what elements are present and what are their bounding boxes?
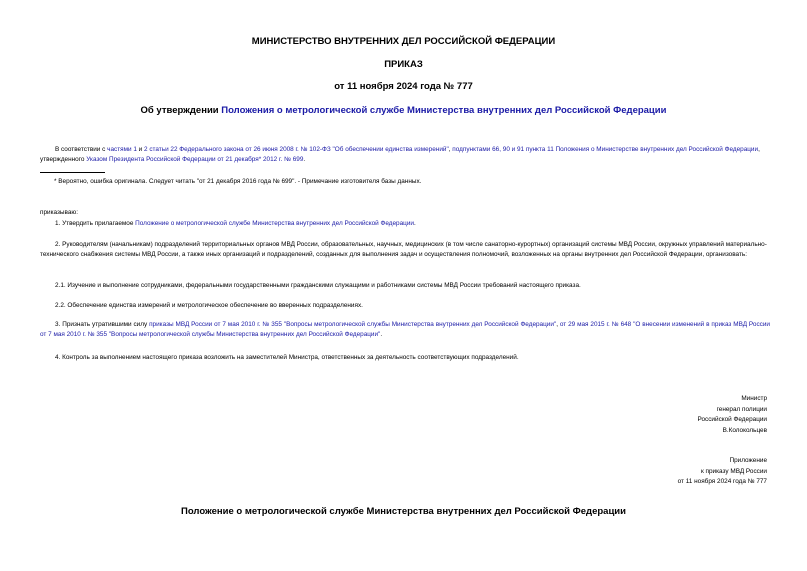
link-part-1[interactable]: частями 1 [107,146,137,153]
appendix-title: Положение о метрологической службе Министерства внутренних дел Российской Федерации [181,506,626,517]
item-3-text: 3. Признать утратившими силу [55,321,150,328]
preamble-text: и [136,146,145,153]
item-3-text: . [380,331,383,338]
item-1-text: 1. Утвердить прилагаемое [55,220,136,227]
preamble-text: . [303,156,306,163]
signature-rank: генерал полиции [716,405,767,413]
link-presidential-decree[interactable]: Указом Президента Российской Федерации от 21 декабря* 2012 г. № 699 [86,156,304,163]
footnote: * Вероятно, ошибка оригинала. Следует читать "от 21 декабря 2016 года № 699". - Примечание изготовителя базы данных. [54,178,422,185]
order-title [0,105,807,116]
link-order-355[interactable]: приказы МВД России от 7 мая 2010 г. № 355 "Вопросы метрологической службы Министерства внутренних дел Российской Федерации" [149,321,557,328]
signature-position: Министр [741,395,767,402]
item-2-1: 2.1. Изучение и выполнение сотрудниками, федеральными государственными гражданскими служащими и работниками системы МВД России требований настоящего приказа. [55,282,581,289]
appendix-label: Приложение [729,457,767,464]
appendix-reference: к приказу МВД России [700,467,767,475]
preamble-text: В соответствии с [55,146,108,153]
link-appendix-regulation[interactable]: Положение о метрологической службе Министерства внутренних дел Российской Федерации [135,220,414,227]
order-title-link[interactable]: Положения о метрологической службе Министерства внутренних дел Российской Федерации [221,105,667,116]
signature-country: Российской Федерации [697,416,767,423]
item-3-text: , [556,321,560,328]
item-1-text: . [413,220,416,227]
link-law-102[interactable]: 2 статьи 22 Федерального закона от 26 июня 2008 г. № 102-ФЗ "Об обеспечении единства измерений" [144,146,449,153]
appendix-date-number: от 11 ноября 2024 года № 777 [677,478,767,485]
preamble-text: , [448,146,453,153]
signature-block [698,394,768,436]
signature-name: В.Колокольцев [722,426,767,434]
ministry-heading: МИНИСТЕРСТВО ВНУТРЕННИХ ДЕЛ РОССИЙСКОЙ ФЕДЕРАЦИИ [251,36,556,47]
item-3 [40,320,770,340]
item-1 [40,219,770,229]
item-2: 2. Руководителям (начальникам) подразделений территориальных органов МВД России, образовательных, научных, медицинских (в том числе санаторно-курортных) организаций системы МВД России, окружных управлений материально-технического снабжения системы МВД России, а также иных организаций и подразделений, созданных для выполнения задач и осуществления полномочий, возложенных на органы внутренних дел Российской Федерации, организовать: [40,241,767,258]
item-2-2: 2.2. Обеспечение единства измерений и метрологическое обеспечение во вверенных подразделениях. [55,302,363,309]
appendix-block [678,456,767,488]
order-date-number: от 11 ноября 2024 года № 777 [334,81,473,92]
preamble-text: , утвержденного [40,146,760,163]
preamble-paragraph [40,145,770,165]
footnote-divider [40,172,105,173]
item-4: 4. Контроль за выполнением настоящего приказа возложить на заместителей Министра, ответственных за деятельность соответствующих подразделений. [55,354,519,361]
order-word: приказываю: [40,209,78,216]
order-title-prefix: Об утверждении [140,105,222,116]
doc-type-heading: ПРИКАЗ [384,59,423,70]
link-regulation-mvd[interactable]: подпунктами 66, 90 и 91 пункта 11 Положения о Министерстве внутренних дел Российской Федерации [452,146,759,153]
link-order-648[interactable]: от 29 мая 2015 г. № 648 "О внесении изменений в приказ МВД России от 7 мая 2010 г. № 355 "Вопросы метрологической службы Министерства внутренних дел Российской Федерации" [40,321,770,338]
